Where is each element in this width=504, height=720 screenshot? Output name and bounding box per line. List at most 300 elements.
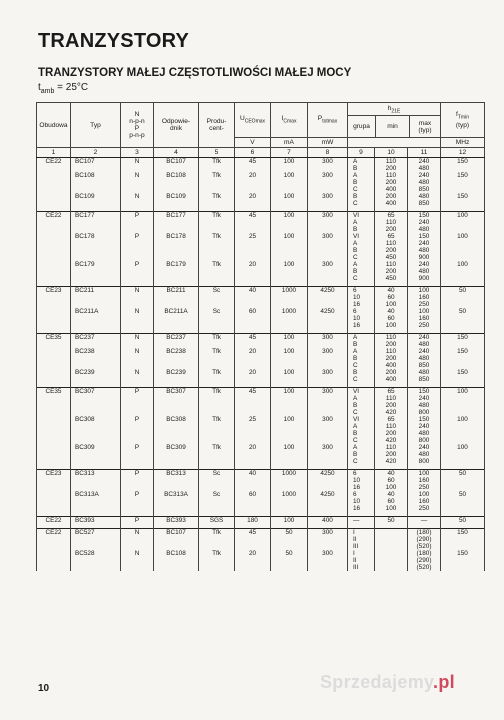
table-cell: BC108 xyxy=(71,172,121,179)
table-cell xyxy=(235,437,271,444)
table-cell: 200 xyxy=(375,430,408,437)
table-cell xyxy=(235,341,271,348)
table-row xyxy=(37,564,485,571)
page-number: 10 xyxy=(38,683,50,694)
table-cell xyxy=(71,543,121,550)
table-cell: 50 xyxy=(441,308,485,315)
column-number: 2 xyxy=(71,148,121,158)
table-cell: N xyxy=(121,369,154,376)
table-row xyxy=(37,395,485,402)
table-cell xyxy=(37,362,71,369)
table-cell xyxy=(441,362,485,369)
table-cell: 150 xyxy=(441,334,485,342)
table-cell xyxy=(121,395,154,402)
table-cell: 16 xyxy=(348,505,375,512)
table-cell xyxy=(199,362,235,369)
table-cell: 50 xyxy=(271,529,308,537)
table-cell: C xyxy=(348,376,375,383)
table-cell xyxy=(271,402,308,409)
table-cell xyxy=(71,437,121,444)
table-cell xyxy=(375,529,408,537)
table-cell: 100 xyxy=(271,444,308,451)
table-cell xyxy=(308,301,348,308)
table-cell: 400 xyxy=(375,200,408,207)
table-cell xyxy=(271,247,308,254)
table-cell: BC238 xyxy=(154,348,199,355)
table-row xyxy=(37,484,485,491)
table-cell: C xyxy=(348,362,375,369)
table-cell xyxy=(199,543,235,550)
table-cell: B xyxy=(348,430,375,437)
table-cell xyxy=(154,226,199,233)
table-cell: BC393 xyxy=(71,517,121,525)
table-cell xyxy=(441,294,485,301)
header-min: min xyxy=(376,116,410,137)
table-cell xyxy=(37,355,71,362)
table-cell xyxy=(235,543,271,550)
column-number: 1 xyxy=(37,148,71,158)
table-cell: 160 xyxy=(408,315,441,322)
table-cell: 160 xyxy=(408,294,441,301)
table-cell: BC239 xyxy=(154,369,199,376)
table-cell xyxy=(71,341,121,348)
table-cell xyxy=(121,341,154,348)
table-cell: 60 xyxy=(375,477,408,484)
table-cell xyxy=(271,165,308,172)
table-cell xyxy=(235,247,271,254)
table-cell xyxy=(271,362,308,369)
table-cell: P xyxy=(121,491,154,498)
table-cell xyxy=(121,165,154,172)
table-cell xyxy=(235,395,271,402)
table-cell: 150 xyxy=(441,369,485,376)
table-cell xyxy=(308,395,348,402)
table-cell xyxy=(441,557,485,564)
table-cell: 16 xyxy=(348,301,375,308)
table-cell: 150 xyxy=(441,550,485,557)
table-cell xyxy=(71,355,121,362)
table-cell: 16 xyxy=(348,484,375,491)
column-number: 12 xyxy=(441,148,485,158)
table-cell: 150 xyxy=(408,233,441,240)
table-row xyxy=(37,388,485,396)
table-cell: 150 xyxy=(408,212,441,220)
table-cell: BC109 xyxy=(154,193,199,200)
table-cell: SGS xyxy=(199,517,235,525)
table-cell: 65 xyxy=(375,416,408,423)
unit-mhz: MHz xyxy=(441,138,485,148)
table-cell: BC177 xyxy=(71,212,121,220)
table-cell xyxy=(441,484,485,491)
temp-prefix: t xyxy=(38,82,41,93)
table-row xyxy=(37,444,485,451)
table-cell xyxy=(271,200,308,207)
table-cell xyxy=(271,376,308,383)
table-cell xyxy=(37,402,71,409)
table-cell xyxy=(37,165,71,172)
table-cell xyxy=(271,409,308,416)
table-cell xyxy=(199,477,235,484)
table-cell xyxy=(271,543,308,550)
table-cell xyxy=(375,543,408,550)
table-cell: 40 xyxy=(235,470,271,478)
table-cell: C xyxy=(348,186,375,193)
table-cell: BC107 xyxy=(154,529,199,537)
table-cell: 100 xyxy=(375,505,408,512)
unit-mw: mW xyxy=(308,138,348,148)
table-cell: 4250 xyxy=(308,308,348,315)
table-cell xyxy=(235,186,271,193)
table-cell xyxy=(308,543,348,550)
table-cell xyxy=(71,226,121,233)
table-row xyxy=(37,301,485,308)
table-cell xyxy=(199,557,235,564)
table-cell: 300 xyxy=(308,369,348,376)
table-cell: A xyxy=(348,219,375,226)
table-cell: 100 xyxy=(408,470,441,478)
table-cell: P xyxy=(121,388,154,396)
table-cell: 900 xyxy=(408,254,441,261)
table-cell: 150 xyxy=(441,529,485,537)
table-cell xyxy=(271,505,308,512)
table-cell xyxy=(37,557,71,564)
table-cell: 300 xyxy=(308,529,348,537)
table-cell xyxy=(37,254,71,261)
table-cell: CE23 xyxy=(37,470,71,478)
table-cell xyxy=(271,341,308,348)
table-cell: 480 xyxy=(408,226,441,233)
table-cell: 300 xyxy=(308,172,348,179)
table-cell: 480 xyxy=(408,451,441,458)
table-cell xyxy=(271,355,308,362)
table-cell xyxy=(308,315,348,322)
table-cell xyxy=(154,423,199,430)
table-cell xyxy=(121,402,154,409)
table-cell: 100 xyxy=(441,261,485,268)
table-cell xyxy=(71,240,121,247)
table-cell xyxy=(441,430,485,437)
table-cell: BC177 xyxy=(154,212,199,220)
table-cell xyxy=(121,564,154,571)
table-cell xyxy=(37,451,71,458)
table-cell: Tfk xyxy=(199,388,235,396)
table-cell: BC527 xyxy=(71,529,121,537)
table-row xyxy=(37,219,485,226)
table-row xyxy=(37,275,485,282)
table-cell: N xyxy=(121,158,154,166)
table-cell: 240 xyxy=(408,334,441,342)
table-cell: 150 xyxy=(408,388,441,396)
table-row xyxy=(37,550,485,557)
table-cell xyxy=(71,423,121,430)
table-cell xyxy=(441,341,485,348)
table-cell xyxy=(154,341,199,348)
table-cell xyxy=(37,172,71,179)
header-grupa: grupa xyxy=(348,116,376,137)
table-cell: BC313A xyxy=(71,491,121,498)
table-cell: 100 xyxy=(271,348,308,355)
table-cell: A xyxy=(348,172,375,179)
table-cell xyxy=(199,430,235,437)
column-number: 9 xyxy=(348,148,375,158)
table-cell xyxy=(199,423,235,430)
table-cell: 400 xyxy=(375,186,408,193)
table-cell: 250 xyxy=(408,484,441,491)
table-cell xyxy=(308,226,348,233)
table-cell: 40 xyxy=(375,308,408,315)
table-cell xyxy=(121,186,154,193)
table-cell: 160 xyxy=(408,498,441,505)
table-cell xyxy=(271,451,308,458)
table-cell: BC308 xyxy=(71,416,121,423)
table-cell: 50 xyxy=(441,287,485,295)
table-cell xyxy=(308,200,348,207)
table-cell: 100 xyxy=(271,369,308,376)
table-cell xyxy=(199,268,235,275)
table-cell: 150 xyxy=(408,416,441,423)
table-cell: 110 xyxy=(375,395,408,402)
table-cell: 240 xyxy=(408,240,441,247)
table-cell xyxy=(199,395,235,402)
table-cell xyxy=(121,322,154,329)
table-cell: II xyxy=(348,536,375,543)
table-cell: 110 xyxy=(375,334,408,342)
table-cell xyxy=(271,275,308,282)
table-cell xyxy=(154,484,199,491)
header-ic: $I_{Cmax}$ xyxy=(271,103,308,138)
header-h21e: $h_{21E}$ grupa min max (typ) xyxy=(348,103,441,138)
table-cell: 10 xyxy=(348,477,375,484)
table-cell: 4250 xyxy=(308,491,348,498)
table-cell xyxy=(308,247,348,254)
table-cell xyxy=(71,484,121,491)
table-cell xyxy=(154,437,199,444)
table-row xyxy=(37,287,485,295)
table-cell: P xyxy=(121,233,154,240)
table-cell xyxy=(121,484,154,491)
table-cell: B xyxy=(348,402,375,409)
table-cell xyxy=(199,200,235,207)
table-cell xyxy=(308,564,348,571)
table-cell xyxy=(71,186,121,193)
table-cell xyxy=(308,322,348,329)
table-cell xyxy=(235,536,271,543)
table-cell xyxy=(308,355,348,362)
transistor-table xyxy=(36,102,485,571)
table-cell: 420 xyxy=(375,458,408,465)
table-cell xyxy=(441,247,485,254)
table-cell: III xyxy=(348,564,375,571)
table-cell: 150 xyxy=(441,172,485,179)
unit-blank xyxy=(348,138,441,148)
column-number: 4 xyxy=(154,148,199,158)
table-cell xyxy=(154,536,199,543)
header-typ: Typ xyxy=(71,103,121,148)
table-cell xyxy=(154,402,199,409)
table-cell: 480 xyxy=(408,179,441,186)
table-cell: 100 xyxy=(271,416,308,423)
table-cell: BC309 xyxy=(71,444,121,451)
table-cell: 45 xyxy=(235,334,271,342)
table-cell xyxy=(37,193,71,200)
table-cell: 45 xyxy=(235,212,271,220)
table-cell: BC211A xyxy=(154,308,199,315)
column-number: 6 xyxy=(235,148,271,158)
table-cell: 100 xyxy=(271,261,308,268)
table-cell xyxy=(121,355,154,362)
table-cell: 50 xyxy=(441,491,485,498)
table-cell xyxy=(308,458,348,465)
table-cell: BC313 xyxy=(154,470,199,478)
table-cell: 100 xyxy=(271,517,308,525)
column-number: 10 xyxy=(375,148,408,158)
table-cell: B xyxy=(348,165,375,172)
table-cell xyxy=(235,451,271,458)
table-cell xyxy=(154,247,199,254)
table-cell: I xyxy=(348,529,375,537)
ambient-temperature xyxy=(38,82,88,95)
table-cell xyxy=(199,564,235,571)
table-cell: 100 xyxy=(375,484,408,491)
table-cell xyxy=(271,423,308,430)
table-cell: 40 xyxy=(375,470,408,478)
table-cell xyxy=(235,458,271,465)
table-row xyxy=(37,451,485,458)
table-cell xyxy=(154,430,199,437)
table-cell xyxy=(154,186,199,193)
table-cell xyxy=(375,557,408,564)
column-number: 3 xyxy=(121,148,154,158)
table-cell xyxy=(71,200,121,207)
table-row xyxy=(37,362,485,369)
table-cell: A xyxy=(348,261,375,268)
table-cell: Tfk xyxy=(199,334,235,342)
table-cell: 50 xyxy=(441,517,485,525)
table-cell: 40 xyxy=(375,491,408,498)
table-cell xyxy=(235,322,271,329)
table-cell: 10 xyxy=(348,315,375,322)
table-cell xyxy=(235,376,271,383)
table-cell xyxy=(121,268,154,275)
table-cell: 200 xyxy=(375,193,408,200)
table-cell: A xyxy=(348,334,375,342)
table-cell: 240 xyxy=(408,348,441,355)
table-cell: A xyxy=(348,158,375,166)
table-row xyxy=(37,369,485,376)
table-cell: BC313 xyxy=(71,470,121,478)
table-cell xyxy=(441,498,485,505)
table-cell xyxy=(154,543,199,550)
table-cell xyxy=(199,451,235,458)
table-cell xyxy=(308,498,348,505)
table-cell xyxy=(441,219,485,226)
table-row xyxy=(37,416,485,423)
table-row xyxy=(37,536,485,543)
table-cell: N xyxy=(121,193,154,200)
table-cell xyxy=(37,444,71,451)
table-cell xyxy=(271,536,308,543)
table-row xyxy=(37,517,485,525)
temp-value: = 25°C xyxy=(54,82,89,93)
table-row xyxy=(37,268,485,275)
table-cell: 200 xyxy=(375,355,408,362)
table-cell: 10 xyxy=(348,294,375,301)
column-number: 7 xyxy=(271,148,308,158)
table-cell: (180) xyxy=(408,550,441,557)
table-cell xyxy=(154,240,199,247)
table-cell xyxy=(271,498,308,505)
table-cell: I xyxy=(348,550,375,557)
table-cell: 200 xyxy=(375,226,408,233)
table-cell xyxy=(441,564,485,571)
table-cell xyxy=(154,294,199,301)
table-cell xyxy=(308,186,348,193)
table-cell xyxy=(308,477,348,484)
table-cell: Sc xyxy=(199,491,235,498)
table-cell: A xyxy=(348,240,375,247)
table-cell xyxy=(37,294,71,301)
table-cell xyxy=(271,179,308,186)
table-cell xyxy=(308,409,348,416)
table-cell xyxy=(154,275,199,282)
header-obudowa: Obudowa xyxy=(37,103,71,148)
table-cell xyxy=(441,395,485,402)
table-cell: III xyxy=(348,543,375,550)
table-cell xyxy=(441,226,485,233)
table-cell xyxy=(271,268,308,275)
table-cell: 480 xyxy=(408,268,441,275)
table-cell: BC211 xyxy=(71,287,121,295)
table-cell: 240 xyxy=(408,444,441,451)
table-cell xyxy=(441,315,485,322)
table-cell xyxy=(199,219,235,226)
table-cell xyxy=(308,402,348,409)
table-row xyxy=(37,505,485,512)
table-cell: CE22 xyxy=(37,158,71,166)
table-cell xyxy=(235,275,271,282)
table-cell xyxy=(154,409,199,416)
table-cell xyxy=(71,477,121,484)
table-cell xyxy=(37,275,71,282)
table-row xyxy=(37,355,485,362)
table-row xyxy=(37,247,485,254)
table-cell: C xyxy=(348,458,375,465)
table-cell xyxy=(199,355,235,362)
table-cell: P xyxy=(121,416,154,423)
table-row xyxy=(37,254,485,261)
table-cell xyxy=(71,505,121,512)
table-cell xyxy=(154,376,199,383)
table-cell: C xyxy=(348,200,375,207)
table-cell: 60 xyxy=(375,315,408,322)
table-cell xyxy=(441,254,485,261)
table-cell xyxy=(235,179,271,186)
table-cell: 200 xyxy=(375,268,408,275)
table-row xyxy=(37,437,485,444)
table-cell xyxy=(121,498,154,505)
table-cell xyxy=(154,355,199,362)
table-cell: 16 xyxy=(348,322,375,329)
table-cell xyxy=(71,458,121,465)
table-cell: 420 xyxy=(375,437,408,444)
table-cell: 200 xyxy=(375,451,408,458)
table-cell: 6 xyxy=(348,287,375,295)
table-cell: 240 xyxy=(408,158,441,166)
table-cell: 200 xyxy=(375,341,408,348)
table-cell: N xyxy=(121,348,154,355)
table-cell xyxy=(235,294,271,301)
table-cell: 300 xyxy=(308,193,348,200)
